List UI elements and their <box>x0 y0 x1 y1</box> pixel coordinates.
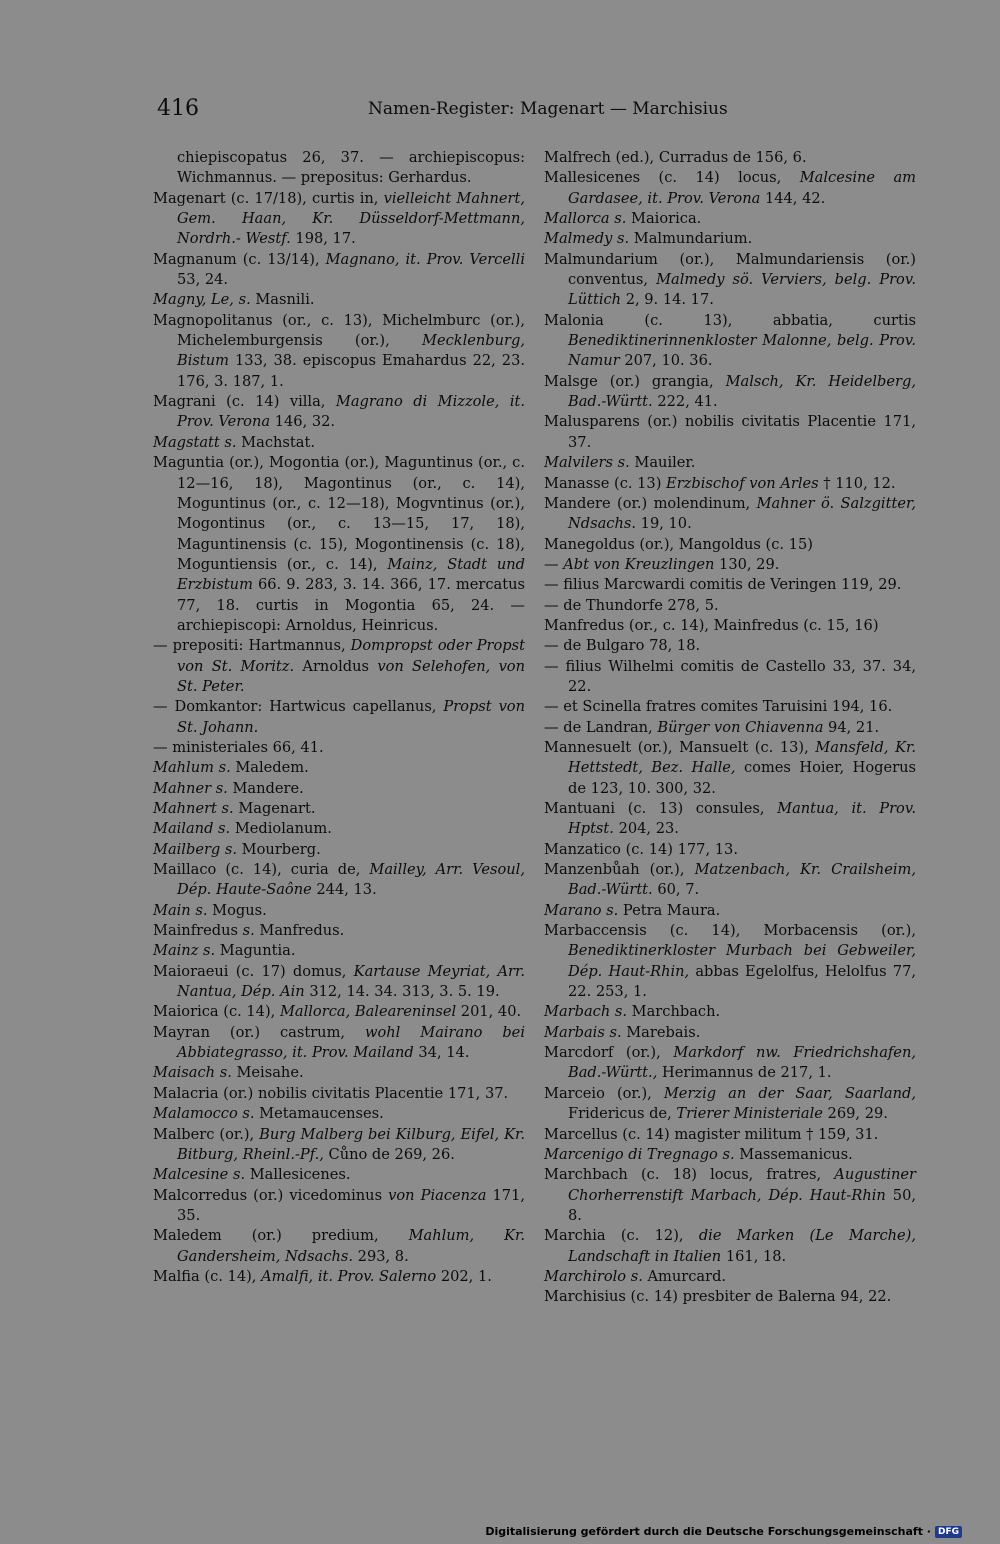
index-entry: Marcellus (c. 14) magister militum † 159, 31. <box>544 1125 879 1143</box>
index-entry: Magnopolitanus (or., c. 13), Michelmburc (or.), Michelemburgensis (or.), Mecklenburg, Bistum 133, 38. episcopus Emahardus 22, 23. 176, 3. 187, 1. <box>153 311 525 390</box>
index-entry: Marbach s. Marchbach. <box>544 1003 721 1021</box>
index-entry: — et Scinella fratres comites Taruisini 194, 16. <box>544 698 893 716</box>
index-entry: Marano s. Petra Maura. <box>544 901 721 919</box>
index-entry: Maisach s. Meisahe. <box>153 1064 304 1082</box>
index-entry: Malusparens (or.) nobilis civitatis Placentie 171, 37. <box>544 413 916 451</box>
index-entry: Manzenbůah (or.), Matzenbach, Kr. Crailsheim, Bad.-Württ. 60, 7. <box>544 861 916 899</box>
index-entry: Malmedy s. Malmundarium. <box>544 230 753 248</box>
index-entry: chiepiscopatus 26, 37. — archiepiscopus: Wichmannus. — prepositus: Gerhardus. <box>177 149 525 187</box>
index-entry: Malcesine s. Mallesicenes. <box>153 1166 351 1184</box>
index-entry: — de Thundorfe 278, 5. <box>544 596 719 614</box>
index-entry: Magenart (c. 17/18), curtis in, vielleicht Mahnert, Gem. Haan, Kr. Düsseldorf-Mettmann, Nordrh.- Westf. 198, 17. <box>153 189 525 248</box>
index-entry: Mainz s. Maguntia. <box>153 942 296 960</box>
index-entry: Mahner s. Mandere. <box>153 779 304 797</box>
index-entry: Mandere (or.) molendinum, Mahner ö. Salzgitter, Ndsachs. 19, 10. <box>544 494 916 533</box>
index-entry: Main s. Mogus. <box>153 901 267 919</box>
index-entry: Mahnert s. Magenart. <box>153 800 316 817</box>
index-entry: Malonia (c. 13), abbatia, curtis Benediktinerinnenkloster Malonne, belg. Prov. Namur 207, 10. 36. <box>544 311 916 370</box>
index-entry: Manfredus (or., c. 14), Mainfredus (c. 15, 16) <box>544 616 879 634</box>
index-entry: Magstatt s. Machstat. <box>153 433 315 451</box>
index-entry: Manegoldus (or.), Mangoldus (c. 15) <box>544 535 813 553</box>
index-entry: Malacria (or.) nobilis civitatis Placentie 171, 37. <box>153 1084 509 1102</box>
footer-credit-text: Digitalisierung gefördert durch die Deutsche Forschungsgemeinschaft · <box>485 1525 931 1538</box>
index-entry: — prepositi: Hartmannus, Dompropst oder Propst von St. Moritz. Arnoldus von Selehofen, von St. Peter. <box>153 637 525 695</box>
index-entry: — filius Marcwardi comitis de Veringen 119, 29. <box>544 576 902 594</box>
index-entry: Marchirolo s. Amurcard. <box>544 1267 727 1285</box>
index-column-right <box>544 148 916 1308</box>
index-entry: Marcdorf (or.), Markdorf nw. Friedrichshafen, Bad.-Württ., Herimannus de 217, 1. <box>544 1044 916 1082</box>
index-entry: Malvilers s. Mauiler. <box>544 454 696 472</box>
page-number: 416 <box>157 96 199 121</box>
index-entry: Marbaccensis (c. 14), Morbacensis (or.), Benediktinerkloster Murbach bei Gebweiler, Dép. Haut-Rhin, abbas Egelolfus, Helolfus 77, 22. 253, 1. <box>544 922 917 1001</box>
index-entry: Mallesicenes (c. 14) locus, Malcesine am Gardasee, it. Prov. Verona 144, 42. <box>544 169 916 207</box>
index-entry: Magnanum (c. 13/14), Magnano, it. Prov. Vercelli 53, 24. <box>153 250 525 289</box>
index-entry: Malfia (c. 14), Amalfi, it. Prov. Salerno 202, 1. <box>153 1267 492 1285</box>
index-entry: — de Bulgaro 78, 18. <box>544 637 701 655</box>
dfg-logo: DFG <box>935 1526 962 1538</box>
index-entry: Mailberg s. Mourberg. <box>153 840 321 858</box>
index-entry: Malberc (or.), Burg Malberg bei Kilburg, Eifel, Kr. Bitburg, Rheinl.-Pf., Cůno de 269, 26. <box>153 1125 526 1163</box>
index-entry: Maguntia (or.), Mogontia (or.), Maguntinus (or., c. 12—16, 18), Magontinus (or., c. 14), Moguntinus (or., c. 12—18), Mogvntinus (or.), Mogontinus (or., c. 13—15, 17, 18), Maguntinensis (c. 15), Mogontinensis (c. 18), Moguntiensis (or., c. 14), Mainz, Stadt und Erzbistum 66. 9. 283, 3. 14. 366, 17. mercatus 77, 18. curtis in Mogontia 65, 24. — archiepiscopi: Arnoldus, Heinricus. <box>153 454 525 634</box>
index-entry: — filius Wilhelmi comitis de Castello 33, 37. 34, 22. <box>544 657 916 695</box>
index-entry: Malsge (or.) grangia, Malsch, Kr. Heidelberg, Bad.-Württ. 222, 41. <box>544 372 916 411</box>
index-entry: Marchbach (c. 18) locus, fratres, Augustiner Chorherrenstift Marbach, Dép. Haut-Rhin 50, 8. <box>544 1166 916 1224</box>
index-entry: Marcenigo di Tregnago s. Massemanicus. <box>544 1145 853 1163</box>
index-entry: Magrani (c. 14) villa, Magrano di Mizzole, it. Prov. Verona 146, 32. <box>153 393 525 431</box>
index-entry: Malmundarium (or.), Malmundariensis (or.) conventus, Malmedy sö. Verviers, belg. Prov. Lüttich 2, 9. 14. 17. <box>544 250 916 309</box>
index-entry: Mailand s. Mediolanum. <box>153 820 332 838</box>
index-entry: Mallorca s. Maiorica. <box>544 210 702 228</box>
index-entry: Maledem (or.) predium, Mahlum, Kr. Gandersheim, Ndsachs. 293, 8. <box>153 1227 525 1265</box>
index-column-left <box>153 148 525 1287</box>
index-entry: Mahlum s. Maledem. <box>153 759 309 777</box>
index-entry: — Domkantor: Hartwicus capellanus, Propst von St. Johann. <box>153 698 525 736</box>
page-header <box>155 96 915 130</box>
index-entry: Malfrech (ed.), Curradus de 156, 6. <box>544 149 807 166</box>
index-entry: Magny, Le, s. Masnili. <box>153 291 315 309</box>
index-entry: Mainfredus s. Manfredus. <box>153 922 345 940</box>
index-entry: Marchia (c. 12), die Marken (Le Marche), Landschaft in Italien 161, 18. <box>544 1227 917 1265</box>
running-title: Namen-Register: Magenart — Marchisius <box>368 99 728 119</box>
footer-credit <box>485 1525 962 1538</box>
index-entry: Maioraeui (c. 17) domus, Kartause Meyriat, Arr. Nantua, Dép. Ain 312, 14. 34. 313, 3. 5. 19. <box>153 962 525 1001</box>
index-entry: Maillaco (c. 14), curia de, Mailley, Arr. Vesoul, Dép. Haute-Saône 244, 13. <box>153 861 525 899</box>
index-entry: Manasse (c. 13) Erzbischof von Arles † 110, 12. <box>544 474 896 492</box>
index-entry: Manzatico (c. 14) 177, 13. <box>544 840 738 858</box>
index-entry: — Abt von Kreuzlingen 130, 29. <box>544 555 780 573</box>
index-entry: Marchisius (c. 14) presbiter de Balerna 94, 22. <box>544 1288 892 1306</box>
index-entry: — de Landran, Bürger von Chiavenna 94, 21. <box>544 718 880 736</box>
index-entry: Malamocco s. Metamaucenses. <box>153 1105 384 1123</box>
index-entry: Mannesuelt (or.), Mansuelt (c. 13), Mansfeld, Kr. Hettstedt, Bez. Halle, comes Hoier, Hogerus de 123, 10. 300, 32. <box>544 738 916 797</box>
index-entry: Malcorredus (or.) vicedominus von Piacenza 171, 35. <box>153 1186 526 1224</box>
index-entry: Marceio (or.), Merzig an der Saar, Saarland, Fridericus de, Trierer Ministeriale 269, 29. <box>544 1084 916 1123</box>
index-entry: — ministeriales 66, 41. <box>153 738 324 756</box>
index-entry: Mantuani (c. 13) consules, Mantua, it. Prov. Hptst. 204, 23. <box>544 800 916 838</box>
index-entry: Marbais s. Marebais. <box>544 1023 701 1041</box>
index-entry: Maiorica (c. 14), Mallorca, Baleareninsel 201, 40. <box>153 1003 522 1021</box>
index-entry: Mayran (or.) castrum, wohl Mairano bei Abbiategrasso, it. Prov. Mailand 34, 14. <box>153 1023 525 1062</box>
